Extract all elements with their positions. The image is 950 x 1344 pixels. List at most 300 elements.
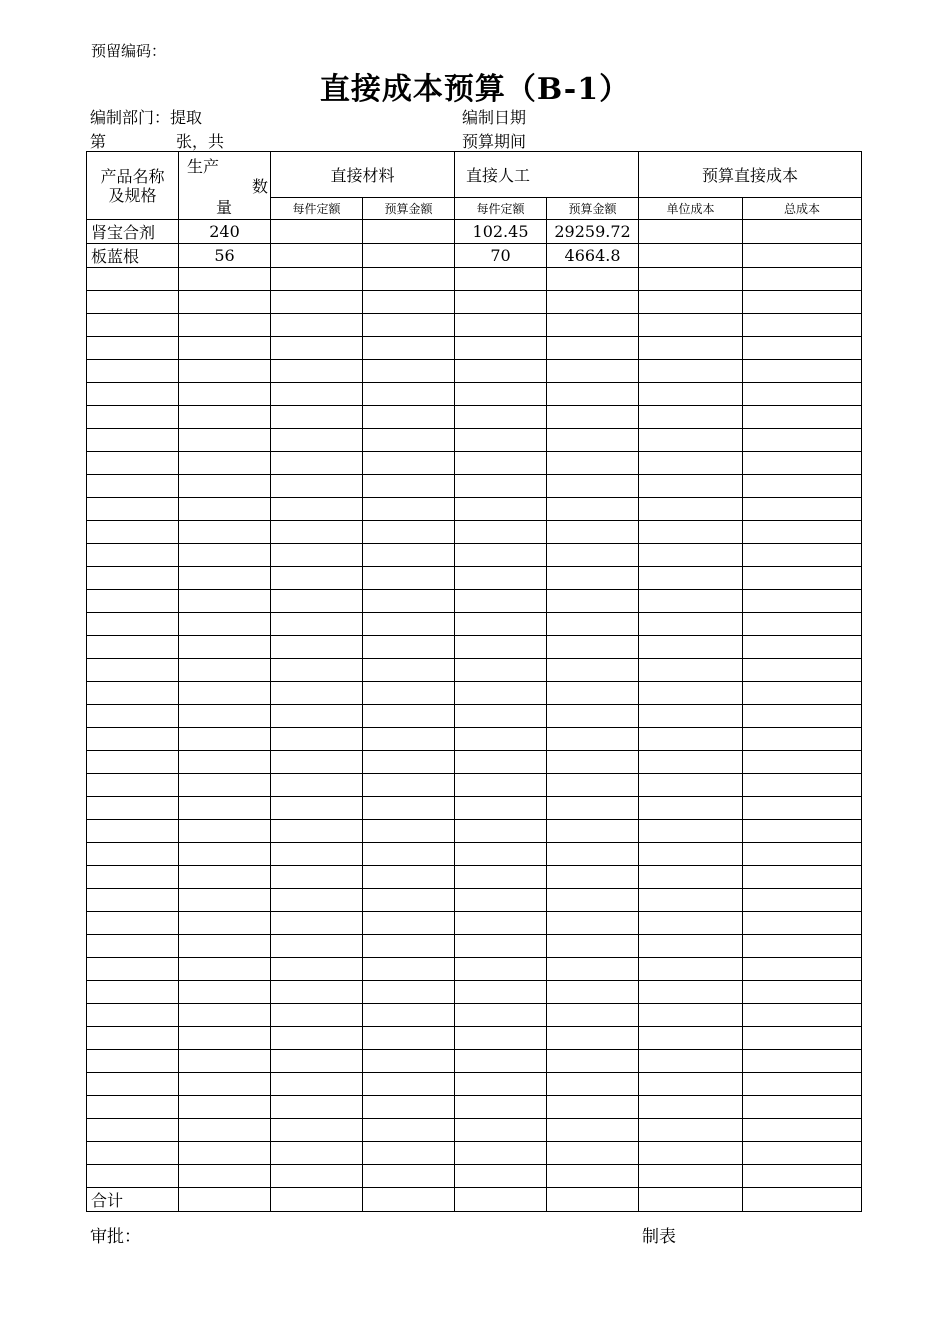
- unit-cost-cell: [639, 981, 743, 1004]
- labor-amount-cell: [547, 268, 639, 291]
- empty-row: [87, 820, 862, 843]
- product-header-line-1: 产品名称: [100, 166, 165, 186]
- product-name-cell: [87, 567, 179, 590]
- material-amount-cell: [363, 590, 455, 613]
- unit-cost-cell: [639, 268, 743, 291]
- total-cost-cell: [743, 1188, 862, 1212]
- labor-quota-cell: [455, 268, 547, 291]
- material-amount-cell: [363, 314, 455, 337]
- material-amount-cell: [363, 1073, 455, 1096]
- empty-row: [87, 728, 862, 751]
- labor-quota-cell: [455, 613, 547, 636]
- unit-cost-cell: [639, 866, 743, 889]
- labor-amount-cell: [547, 1188, 639, 1212]
- labor-amount-cell: [547, 682, 639, 705]
- total-cost-cell: [743, 360, 862, 383]
- empty-row: [87, 935, 862, 958]
- unit-cost-cell: [639, 682, 743, 705]
- material-quota-cell: [271, 475, 363, 498]
- labor-amount-cell: [547, 751, 639, 774]
- labor-amount-cell: [547, 820, 639, 843]
- unit-cost-cell: [639, 728, 743, 751]
- quantity-cell: [179, 268, 271, 291]
- unit-cost-cell: [639, 912, 743, 935]
- labor-amount-cell: [547, 291, 639, 314]
- empty-row: [87, 1096, 862, 1119]
- unit-cost-cell: [639, 1096, 743, 1119]
- labor-amount-cell: [547, 774, 639, 797]
- material-amount-cell: [363, 820, 455, 843]
- total-cost-cell: [743, 981, 862, 1004]
- material-amount-cell: [363, 889, 455, 912]
- labor-amount-cell: 29259.72: [547, 220, 639, 244]
- labor-amount-cell: [547, 1096, 639, 1119]
- total-cost-cell: [743, 1027, 862, 1050]
- material-amount-cell: [363, 244, 455, 268]
- material-amount-cell: [363, 682, 455, 705]
- total-cost-cell: [743, 406, 862, 429]
- empty-row: [87, 912, 862, 935]
- labor-amount-cell: [547, 544, 639, 567]
- labor-amount-cell: [547, 797, 639, 820]
- material-quota-cell: [271, 452, 363, 475]
- material-quota-header: 每件定额: [271, 198, 363, 220]
- material-amount-cell: [363, 1119, 455, 1142]
- labor-amount-cell: [547, 1119, 639, 1142]
- product-name-cell: [87, 1073, 179, 1096]
- labor-amount-cell: [547, 705, 639, 728]
- product-name-cell: [87, 636, 179, 659]
- labor-amount-cell: [547, 1165, 639, 1188]
- material-quota-cell: [271, 613, 363, 636]
- total-cost-cell: [743, 1119, 862, 1142]
- material-amount-cell: [363, 728, 455, 751]
- product-name-cell: [87, 981, 179, 1004]
- empty-row: [87, 981, 862, 1004]
- quantity-cell: [179, 1004, 271, 1027]
- quantity-cell: [179, 429, 271, 452]
- material-quota-cell: [271, 1004, 363, 1027]
- product-name-cell: [87, 820, 179, 843]
- material-amount-cell: [363, 383, 455, 406]
- material-quota-cell: [271, 820, 363, 843]
- material-quota-cell: [271, 314, 363, 337]
- labor-amount-cell: [547, 958, 639, 981]
- labor-amount-cell: [547, 521, 639, 544]
- department-label: 编制部门：提取: [90, 108, 203, 127]
- reserved-code-label: 预留编码：: [91, 42, 167, 60]
- unit-cost-cell: [639, 636, 743, 659]
- material-amount-cell: [363, 291, 455, 314]
- unit-cost-cell: [639, 1073, 743, 1096]
- prepared-by-label: 制表: [642, 1227, 676, 1247]
- total-cost-cell: [743, 843, 862, 866]
- labor-quota-cell: [455, 314, 547, 337]
- material-amount-cell: [363, 220, 455, 244]
- product-name-cell: [87, 866, 179, 889]
- material-quota-cell: [271, 636, 363, 659]
- product-name-cell: [87, 728, 179, 751]
- unit-cost-cell: [639, 774, 743, 797]
- material-amount-cell: [363, 1004, 455, 1027]
- empty-row: [87, 383, 862, 406]
- material-quota-cell: [271, 521, 363, 544]
- material-amount-cell: [363, 429, 455, 452]
- labor-quota-cell: [455, 820, 547, 843]
- labor-quota-cell: [455, 406, 547, 429]
- labor-quota-cell: [455, 636, 547, 659]
- quantity-cell: [179, 452, 271, 475]
- material-quota-cell: [271, 1165, 363, 1188]
- material-amount-cell: [363, 935, 455, 958]
- empty-row: [87, 1142, 862, 1165]
- unit-cost-cell: [639, 1119, 743, 1142]
- empty-row: [87, 1004, 862, 1027]
- total-cost-cell: [743, 889, 862, 912]
- material-quota-cell: [271, 843, 363, 866]
- sheet-total-label: 张，共: [176, 132, 225, 151]
- labor-quota-cell: [455, 889, 547, 912]
- material-quota-cell: [271, 774, 363, 797]
- unit-cost-cell: [639, 705, 743, 728]
- material-amount-cell: [363, 705, 455, 728]
- unit-cost-cell: [639, 521, 743, 544]
- approval-label: 审批：: [90, 1227, 141, 1247]
- unit-cost-cell: [639, 314, 743, 337]
- product-name-cell: [87, 613, 179, 636]
- product-name-cell: [87, 1096, 179, 1119]
- labor-quota-cell: [455, 659, 547, 682]
- unit-cost-cell: [639, 843, 743, 866]
- material-quota-cell: [271, 383, 363, 406]
- page-title: 直接成本预算（B-1）: [319, 72, 631, 107]
- total-row: [87, 1188, 862, 1212]
- material-quota-cell: [271, 1027, 363, 1050]
- quantity-cell: [179, 1142, 271, 1165]
- unit-cost-cell: [639, 337, 743, 360]
- table-row: [87, 220, 862, 244]
- unit-cost-cell: [639, 567, 743, 590]
- quantity-cell: [179, 682, 271, 705]
- material-quota-cell: [271, 590, 363, 613]
- labor-quota-cell: [455, 728, 547, 751]
- empty-row: [87, 751, 862, 774]
- material-amount-cell: [363, 797, 455, 820]
- direct-cost-budget-table: [86, 151, 862, 1212]
- quantity-cell: [179, 475, 271, 498]
- empty-row: [87, 797, 862, 820]
- empty-row: [87, 866, 862, 889]
- unit-cost-cell: [639, 1142, 743, 1165]
- total-label: 合计: [87, 1188, 179, 1212]
- material-quota-cell: [271, 981, 363, 1004]
- product-name-header: [87, 152, 179, 220]
- quantity-cell: [179, 613, 271, 636]
- total-cost-cell: [743, 659, 862, 682]
- product-name-cell: [87, 429, 179, 452]
- material-quota-cell: [271, 935, 363, 958]
- labor-amount-cell: [547, 636, 639, 659]
- labor-quota-cell: [455, 866, 547, 889]
- empty-row: [87, 314, 862, 337]
- total-cost-cell: [743, 613, 862, 636]
- total-cost-cell: [743, 452, 862, 475]
- material-quota-cell: [271, 544, 363, 567]
- product-name-cell: [87, 521, 179, 544]
- labor-quota-cell: [455, 958, 547, 981]
- product-name-cell: [87, 1027, 179, 1050]
- unit-cost-cell: [639, 797, 743, 820]
- labor-amount-cell: [547, 498, 639, 521]
- material-quota-cell: [271, 889, 363, 912]
- labor-quota-cell: [455, 1004, 547, 1027]
- total-cost-cell: [743, 728, 862, 751]
- product-name-cell: [87, 383, 179, 406]
- material-quota-cell: [271, 406, 363, 429]
- material-quota-cell: [271, 705, 363, 728]
- quantity-cell: 56: [179, 244, 271, 268]
- material-quota-cell: [271, 220, 363, 244]
- product-name-cell: 板蓝根: [87, 244, 179, 268]
- empty-row: [87, 1050, 862, 1073]
- empty-row: [87, 291, 862, 314]
- labor-quota-cell: [455, 383, 547, 406]
- labor-amount-cell: [547, 314, 639, 337]
- material-quota-cell: [271, 498, 363, 521]
- total-cost-cell: [743, 475, 862, 498]
- labor-quota-cell: [455, 429, 547, 452]
- table-row: [87, 244, 862, 268]
- unit-cost-cell: [639, 429, 743, 452]
- material-quota-cell: [271, 682, 363, 705]
- product-name-cell: [87, 797, 179, 820]
- labor-amount-cell: [547, 1004, 639, 1027]
- labor-amount-cell: [547, 613, 639, 636]
- total-cost-cell: [743, 705, 862, 728]
- quantity-cell: [179, 935, 271, 958]
- empty-row: [87, 268, 862, 291]
- total-cost-cell: [743, 636, 862, 659]
- empty-row: [87, 567, 862, 590]
- labor-quota-cell: [455, 590, 547, 613]
- unit-cost-cell: [639, 475, 743, 498]
- material-quota-cell: [271, 751, 363, 774]
- labor-amount-cell: [547, 728, 639, 751]
- labor-quota-cell: [455, 1073, 547, 1096]
- total-cost-cell: [743, 1142, 862, 1165]
- material-quota-cell: [271, 429, 363, 452]
- labor-quota-cell: [455, 521, 547, 544]
- empty-row: [87, 429, 862, 452]
- labor-amount-cell: [547, 912, 639, 935]
- product-name-cell: [87, 498, 179, 521]
- labor-quota-cell: [455, 935, 547, 958]
- labor-quota-cell: [455, 544, 547, 567]
- empty-row: [87, 1073, 862, 1096]
- labor-amount-header: 预算金额: [547, 198, 639, 220]
- empty-row: [87, 475, 862, 498]
- labor-quota-cell: [455, 337, 547, 360]
- product-name-cell: 肾宝合剂: [87, 220, 179, 244]
- product-name-cell: [87, 751, 179, 774]
- direct-material-header: 直接材料: [271, 152, 455, 198]
- total-cost-cell: [743, 521, 862, 544]
- labor-amount-cell: [547, 406, 639, 429]
- labor-amount-cell: [547, 383, 639, 406]
- quantity-cell: [179, 1119, 271, 1142]
- quantity-cell: [179, 590, 271, 613]
- labor-amount-cell: [547, 429, 639, 452]
- labor-amount-cell: 4664.8: [547, 244, 639, 268]
- empty-row: [87, 521, 862, 544]
- total-cost-cell: [743, 590, 862, 613]
- labor-quota-header: 每件定额: [455, 198, 547, 220]
- total-cost-cell: [743, 1165, 862, 1188]
- labor-quota-cell: [455, 1142, 547, 1165]
- material-quota-cell: [271, 1142, 363, 1165]
- empty-row: [87, 843, 862, 866]
- labor-amount-cell: [547, 935, 639, 958]
- quantity-header-line-1: 生产: [187, 157, 220, 176]
- unit-cost-cell: [639, 452, 743, 475]
- material-amount-cell: [363, 636, 455, 659]
- labor-quota-cell: [455, 797, 547, 820]
- product-name-cell: [87, 1165, 179, 1188]
- product-name-cell: [87, 912, 179, 935]
- empty-row: [87, 1119, 862, 1142]
- quantity-cell: [179, 843, 271, 866]
- quantity-cell: [179, 728, 271, 751]
- labor-amount-cell: [547, 659, 639, 682]
- product-name-cell: [87, 682, 179, 705]
- total-cost-cell: [743, 682, 862, 705]
- product-name-cell: [87, 406, 179, 429]
- quantity-header-line-2: 数: [252, 177, 269, 196]
- quantity-cell: [179, 866, 271, 889]
- quantity-cell: [179, 912, 271, 935]
- quantity-cell: [179, 498, 271, 521]
- material-quota-cell: [271, 244, 363, 268]
- empty-row: [87, 774, 862, 797]
- empty-row: [87, 590, 862, 613]
- empty-row: [87, 1027, 862, 1050]
- empty-row: [87, 360, 862, 383]
- quantity-cell: [179, 705, 271, 728]
- material-quota-cell: [271, 1050, 363, 1073]
- unit-cost-cell: [639, 613, 743, 636]
- material-amount-cell: [363, 1096, 455, 1119]
- labor-quota-cell: [455, 751, 547, 774]
- unit-cost-header: 单位成本: [639, 198, 743, 220]
- unit-cost-cell: [639, 244, 743, 268]
- material-quota-cell: [271, 1096, 363, 1119]
- product-name-cell: [87, 705, 179, 728]
- material-quota-cell: [271, 958, 363, 981]
- product-name-cell: [87, 452, 179, 475]
- quantity-cell: [179, 1050, 271, 1073]
- empty-row: [87, 1165, 862, 1188]
- material-amount-cell: [363, 1142, 455, 1165]
- material-quota-cell: [271, 728, 363, 751]
- empty-row: [87, 659, 862, 682]
- labor-quota-cell: [455, 774, 547, 797]
- material-amount-cell: [363, 567, 455, 590]
- labor-quota-cell: [455, 1050, 547, 1073]
- labor-quota-cell: [455, 1096, 547, 1119]
- unit-cost-cell: [639, 659, 743, 682]
- unit-cost-cell: [639, 1027, 743, 1050]
- material-amount-cell: [363, 1027, 455, 1050]
- material-amount-cell: [363, 1050, 455, 1073]
- material-amount-cell: [363, 981, 455, 1004]
- quantity-cell: [179, 1096, 271, 1119]
- sheet-number-label: 第: [90, 132, 107, 151]
- empty-row: [87, 544, 862, 567]
- unit-cost-cell: [639, 1050, 743, 1073]
- labor-amount-cell: [547, 1050, 639, 1073]
- empty-row: [87, 337, 862, 360]
- unit-cost-cell: [639, 498, 743, 521]
- unit-cost-cell: [639, 544, 743, 567]
- unit-cost-cell: [639, 935, 743, 958]
- material-amount-cell: [363, 843, 455, 866]
- total-cost-cell: [743, 498, 862, 521]
- product-name-cell: [87, 360, 179, 383]
- total-cost-cell: [743, 244, 862, 268]
- labor-quota-cell: [455, 981, 547, 1004]
- total-cost-cell: [743, 337, 862, 360]
- product-header-line-2: 及规格: [108, 185, 157, 205]
- empty-row: [87, 682, 862, 705]
- labor-quota-cell: 102.45: [455, 220, 547, 244]
- labor-quota-cell: [455, 567, 547, 590]
- empty-row: [87, 636, 862, 659]
- labor-quota-cell: [455, 360, 547, 383]
- labor-amount-cell: [547, 1073, 639, 1096]
- total-cost-cell: [743, 567, 862, 590]
- total-cost-cell: [743, 912, 862, 935]
- labor-amount-cell: [547, 360, 639, 383]
- labor-quota-cell: [455, 912, 547, 935]
- material-quota-cell: [271, 268, 363, 291]
- material-quota-cell: [271, 912, 363, 935]
- quantity-cell: [179, 774, 271, 797]
- labor-amount-cell: [547, 452, 639, 475]
- labor-amount-cell: [547, 889, 639, 912]
- quantity-cell: [179, 406, 271, 429]
- material-amount-cell: [363, 475, 455, 498]
- quantity-cell: [179, 1165, 271, 1188]
- material-amount-cell: [363, 1188, 455, 1212]
- total-cost-cell: [743, 751, 862, 774]
- material-quota-cell: [271, 360, 363, 383]
- product-name-cell: [87, 935, 179, 958]
- labor-amount-cell: [547, 590, 639, 613]
- labor-quota-cell: [455, 475, 547, 498]
- labor-quota-cell: [455, 452, 547, 475]
- quantity-cell: [179, 820, 271, 843]
- unit-cost-cell: [639, 1165, 743, 1188]
- quantity-cell: [179, 797, 271, 820]
- total-cost-cell: [743, 429, 862, 452]
- labor-quota-cell: [455, 1188, 547, 1212]
- material-quota-cell: [271, 1073, 363, 1096]
- quantity-cell: [179, 567, 271, 590]
- unit-cost-cell: [639, 590, 743, 613]
- product-name-cell: [87, 1050, 179, 1073]
- material-amount-header: 预算金额: [363, 198, 455, 220]
- total-cost-cell: [743, 314, 862, 337]
